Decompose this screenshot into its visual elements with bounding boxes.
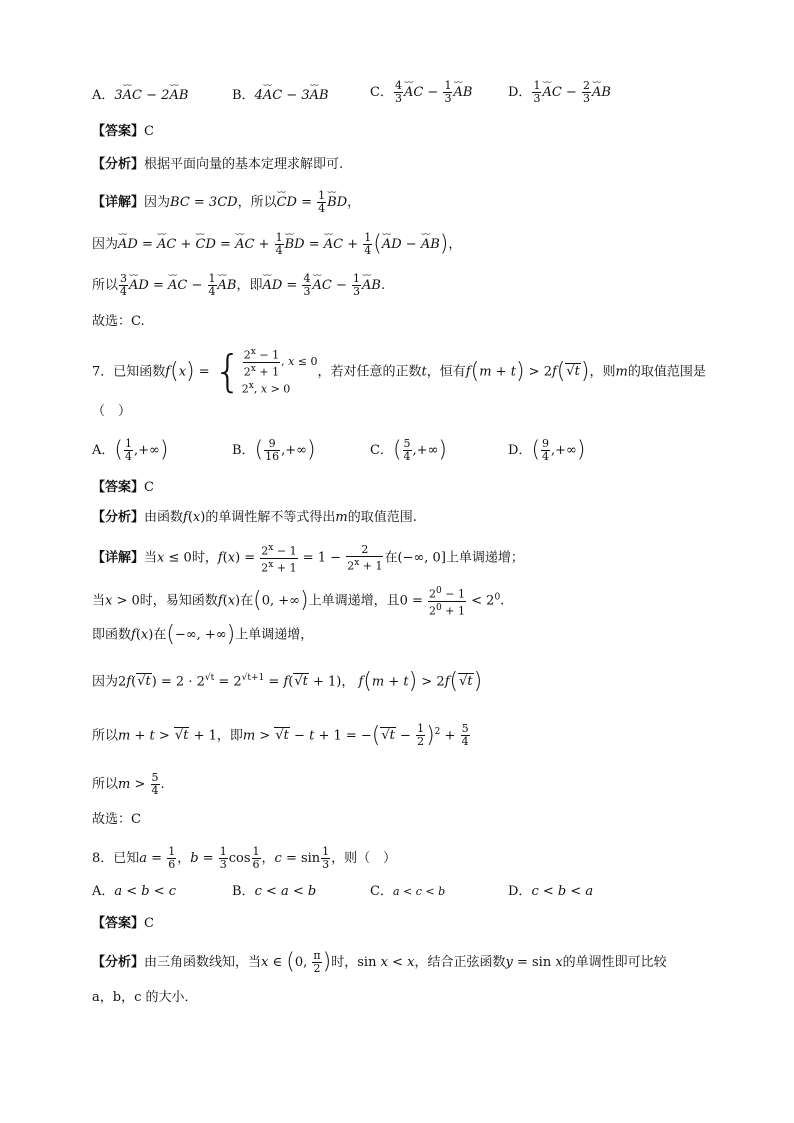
q6-option-b: B．4⌣⌣ AC − 3⌣⌣ AB — [232, 86, 329, 106]
q6-option-c: C． $\frac{4}{3}$ ⌣⌣ AC − $\frac{1}{3}$ ⌣⌣ AB — [370, 80, 472, 105]
q7-analysis: 【分析】由函数f(x)的单调性解不等式得出m的取值范围. — [92, 510, 417, 525]
q8-option-a: A．a < b < c — [92, 884, 177, 899]
q8-option-b: B．c < a < b — [232, 884, 317, 899]
q7-answer: 【答案】C — [92, 480, 154, 495]
q7-detail-line4: 因为$2f(√t) = 2 \cdot 2^{√t} = 2^{√t+1} = f(√t + 1)$， f(m + t) > 2f(√t) — [92, 668, 483, 694]
q8-analysis: 【分析】由三角函数线知，当x ∈ (0, $\frac{\pi}{2}$ )时，sin x < x，结合正弦函数y = sin x的单调性即可比较 — [92, 949, 667, 975]
q8-option-d: D．c < b < a — [508, 884, 594, 899]
q6-detail-line2: 因为⌣⌣ AD = ⌣⌣ AC + ⌣⌣ CD = ⌣⌣ AC + $\frac{1}{4}$ ⌣⌣ BD = ⌣⌣ AC + $\frac{1}{4}$ (⌣⌣ AD − ⌣⌣ AB)， — [92, 232, 461, 257]
q6-detail-line3: 所以 $\frac{3}{4}$ ⌣⌣ AD = ⌣⌣ AC − $\frac{1}{4}$ ⌣⌣ AB，即⌣⌣ AD = $\frac{4}{3}$ ⌣⌣ AC − $\frac{1}{3}$ ⌣⌣ AB. — [92, 273, 385, 298]
q7-detail-line3: 即函数f(x)在(−∞, +∞)上单调递增， — [92, 622, 314, 647]
q6-analysis: 【分析】根据平面向量的基本定理求解即可. — [92, 157, 344, 172]
q7-option-a: A．( $\frac{1}{4}$ ,+∞) — [92, 437, 169, 463]
q7-option-c: C．( $\frac{5}{4}$ ,+∞) — [370, 437, 447, 463]
q8-option-c: C．a < c < b — [370, 884, 446, 899]
q7-option-b: B．( $\frac{9}{16}$ ,+∞) — [232, 437, 316, 463]
q7-detail-line5: 所以m + t > √t + 1，即m > √t − t + 1 = −(√t − $\frac{1}{2}$ )$^2$ + $\frac{5}{4}$ — [92, 722, 469, 749]
q7-detail-line2: 当x > 0时，易知函数f(x)在(0, +∞)上单调递增，且0 = $\frac{2^0 - 1}{2^0 + 1}$ < $2^0$. — [92, 586, 505, 618]
q7-option-d: D．( $\frac{9}{4}$ ,+∞) — [508, 437, 586, 463]
q6-option-d: D． $\frac{1}{3}$ ⌣⌣ AC − $\frac{2}{3}$ ⌣⌣ AB — [508, 80, 611, 105]
q6-conclusion: 故选：C. — [92, 314, 145, 329]
q6-detail-line1: 【详解】因为BC = 3CD，所以⌣⌣ CD = $\frac{1}{4}$ ⌣⌣ BD， — [92, 190, 360, 215]
q7-detail-line6: 所以m > $\frac{5}{4}$ . — [92, 771, 165, 797]
q7-conclusion: 故选：C — [92, 812, 141, 827]
q8-answer: 【答案】C — [92, 916, 154, 931]
q7-stem: 7．已知函数f(x) = { $\frac{2^x - 1}{2^x + 1}$ , x ≤ 0 2$^x$, x > 0，若对任意的正数t，恒有f(m + t) > 2f(√t)，则m的取值范围是 — [92, 345, 706, 397]
q7-detail-line1: 【详解】当x ≤ 0时，f(x) = $\frac{2^x - 1}{2^x + 1}$ = 1 − $\frac{2}{2^x + 1}$ 在(−∞, 0]上单调递增； — [92, 542, 524, 575]
q6-answer: 【答案】C — [92, 124, 154, 139]
q6-option-a: A．3⌣⌣ AC − 2⌣⌣ AB — [92, 86, 188, 106]
q8-stem: 8．已知a = $\frac{1}{6}$ ，b = $\frac{1}{3}$ cos $\frac{1}{6}$ ，c = sin $\frac{1}{3}$ ，则（ ） — [92, 845, 397, 871]
q7-blank: （ ） — [92, 404, 132, 419]
q8-analysis-cont: a，b，c 的大小． — [92, 990, 198, 1005]
